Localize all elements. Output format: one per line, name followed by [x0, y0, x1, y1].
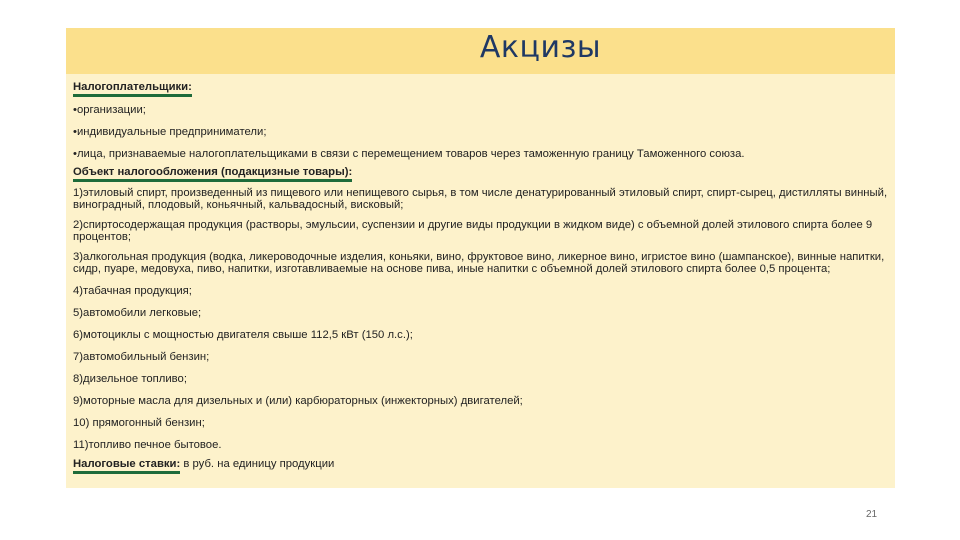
slide-body: [73, 76, 888, 474]
rates-label: Налоговые ставки:: [73, 458, 180, 474]
object-item: 8)дизельное топливо;: [73, 373, 187, 385]
object-item: 6)мотоциклы с мощностью двигателя свыше 112,5 кВт (150 л.с.);: [73, 329, 413, 341]
object-item: 9)моторные масла для дизельных и (или) карбюраторных (инжекторных) двигателей;: [73, 395, 523, 407]
page-number: 21: [866, 509, 878, 520]
taxpayer-item: •индивидуальные предприниматели;: [73, 126, 267, 138]
slide-content-box: [66, 28, 895, 488]
object-item: 11)топливо печное бытовое.: [73, 439, 222, 451]
object-item: 1)этиловый спирт, произведенный из пищевого или непищевого сырья, в том числе денатурированный этиловый спирт, спирт-сырец, дистилляты винный, виноградный, плодовый, коньячный, кальвадосный, висковый;: [73, 187, 888, 211]
slide-title: Акцизы: [479, 30, 602, 65]
rates-text: в руб. на единицу продукции: [180, 458, 335, 470]
object-item: 3)алкогольная продукция (водка, ликероводочные изделия, коньяки, вино, фруктовое вино, ликерное вино, игристое вино (шампанское), винные напитки, сидр, пуаре, медовуха, пиво, напитки, изготавливаемые на основе пива, иные напитки с объемной долей этилового спирта более 0,5 процента;: [73, 251, 885, 275]
taxpayers-label: Налогоплательщики:: [73, 81, 192, 97]
taxpayer-item: •лица, признаваемые налогоплательщиками в связи с перемещением товаров через таможенную границу Таможенного союза.: [73, 148, 745, 160]
object-label: Объект налогообложения (подакцизные товары):: [73, 166, 352, 182]
title-band: [66, 28, 895, 74]
object-item: 5)автомобили легковые;: [73, 307, 202, 319]
object-item: 4)табачная продукция;: [73, 285, 192, 297]
object-item: 2)спиртосодержащая продукция (растворы, эмульсии, суспензии и другие виды продукции в жидком виде) с объемной долей этилового спирта более 9 процентов;: [73, 219, 873, 243]
taxpayer-item: •организации;: [73, 104, 146, 116]
object-item: 7)автомобильный бензин;: [73, 351, 210, 363]
object-item: 10) прямогонный бензин;: [73, 417, 205, 429]
